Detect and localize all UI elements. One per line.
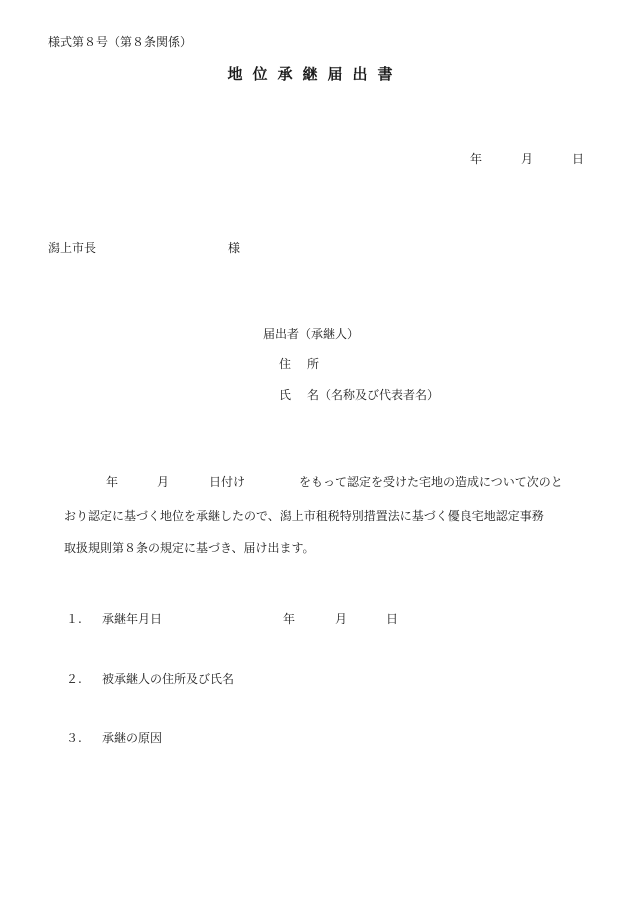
date-year-label: 年 [470,152,483,166]
item-year-label: 年 [283,612,296,626]
body-line-2: おり認定に基づく地位を承継したので、潟上市租税特別措置法に基づく優良宅地認定事務 [64,509,544,523]
form-number: 様式第８号（第８条関係） [48,35,193,49]
body-line-3: 取扱規則第８条の規定に基づき、届け出ます。 [64,541,315,555]
name-label-suffix: 名（名称及び代表者名） [307,388,440,402]
item-number: ３. [66,731,82,745]
item-label: 被承継人の住所及び氏名 [102,672,235,686]
item-number: １. [66,612,82,626]
addressee-honorific: 様 [228,241,241,255]
item-day-label: 日 [386,612,399,626]
addressee-name: 潟上市長 [48,241,97,255]
item-label: 承継年月日 [102,612,163,626]
document-title: 地位承継届出書 [227,65,403,83]
name-label-prefix: 氏 [279,388,292,402]
item-label: 承継の原因 [102,731,163,745]
notifier-label: 届出者（承継人） [263,327,360,341]
address-label: 住所 [279,357,336,371]
date-month-label: 月 [521,152,534,166]
body-month-label: 月 [157,475,170,489]
name-label [279,389,439,401]
item-number: ２. [66,672,82,686]
body-line-1: をもって認定を受けた宅地の造成について次のと [299,475,563,489]
body-year-label: 年 [106,475,119,489]
body-dated-label: 日付け [209,475,246,489]
item-month-label: 月 [335,612,348,626]
date-day-label: 日 [572,152,585,166]
